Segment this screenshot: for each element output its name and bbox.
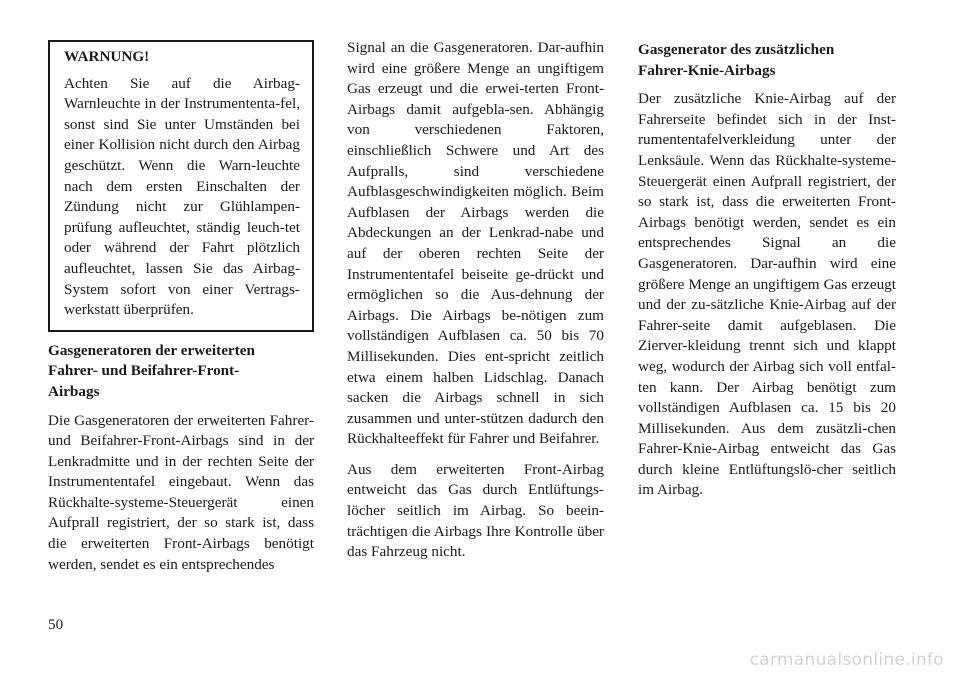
page-number: 50 (48, 616, 64, 633)
watermark: carmanualsonline.info (749, 650, 944, 670)
section-paragraph-front-airbags: Die Gasgeneratoren der erweiterten Fahrer- und Beifahrer-Front-Airbags sind in der Lenkradmitte und in der rechten Seite der Instrumententafel eingebaut. Wenn das Rückhalte-systeme-Steuergerät einen Aufprall registriert, der so stark ist, dass die erweiterten Front-Airbags benötigt werden, sendet es ein entsprechendes (48, 411, 314, 573)
column-middle (347, 38, 604, 573)
paragraph-venting: Aus dem erweiterten Front-Airbag entweicht das Gas durch Entlüftungs-löcher seitlich im Airbag. So beein-trächtigen die Airbags Ihre Kontrolle über das Fahrzeug nicht. (347, 460, 604, 561)
warning-title: WARNUNG! (64, 48, 150, 65)
section-heading-front-airbags: Gasgeneratoren der erweiterten Fahrer- und Beifahrer-Front- Airbags (48, 341, 255, 400)
section-paragraph-knee-airbag: Der zusätzliche Knie-Airbag auf der Fahrerseite befindet sich in der Inst-rumententafelverkleidung unter der Lenksäule. Wenn das Rückhalte-systeme-Steuergerät einen Aufprall registriert, der so stark ist, dass die erweiterten Front-Airbags benötigt werden, sendet es ein entsprechendes Signal an die Gasgeneratoren. Dar-aufhin wird eine größere Menge an ungiftigem Gas erzeugt und der zu-sätzliche Knie-Airbag auf der Fahrer-seite damit aufgeblasen. Die Zierver-kleidung trennt sich und klappt weg, wodurch der Airbag sich voll entfal-ten kann. Der Airbag benötigt zum vollständigen Aufblasen ca. 15 bis 20 Millisekunden. Aus dem zusätzli-chen Fahrer-Knie-Airbag entweicht das Gas durch kleine Entlüftungslö-cher seitlich im Airbag. (638, 90, 896, 499)
paragraph-inflation: Signal an die Gasgeneratoren. Dar-aufhin wird eine größere Menge an ungiftigem Gas erzeugt und die erwei-terten Front-Airbags damit aufgebla-sen. Abhängig von verschiedenen Faktoren, einschließlich Schwere und Art des Aufpralls, sind verschiedene Aufblasgeschwindigkeiten möglich. Beim Aufblasen der Airbags werden die Abdeckungen an der Lenkrad-nabe und auf der oberen rechten Seite der Instrumententafel beiseite ge-drückt und ermöglichen so die Aus-dehnung der Airbags. Die Airbags be-nötigen zum vollständigen Aufblasen ca. 50 bis 70 Millisekunden. Dies ent-spricht zeitlich etwa einem halben Lidschlag. Danach sacken die Airbags schnell in sich zusammen und unter-stützen dadurch den Rückhalteeffekt für Fahrer und Beifahrer. (347, 39, 604, 448)
warning-box (48, 40, 314, 332)
column-left (48, 40, 314, 585)
warning-text: Achten Sie auf die Airbag-Warnleuchte in der Instrumententa-fel, sonst sind Sie unter Umständen bei einer Kollision nicht durch den Airbag geschützt. Wenn die Warn-leuchte nach dem ersten Einschalten der Zündung nicht zur Glühlampen-prüfung aufleuchtet, ständig leuch-tet oder während der Fahrt plötzlich aufleuchtet, lassen Sie das Airbag-System sofort von einer Vertrags-werkstatt überprüfen. (64, 74, 300, 319)
column-right (638, 40, 896, 511)
section-heading-knee-airbag: Gasgenerator des zusätzlichen Fahrer-Knie-Airbags (638, 41, 835, 79)
